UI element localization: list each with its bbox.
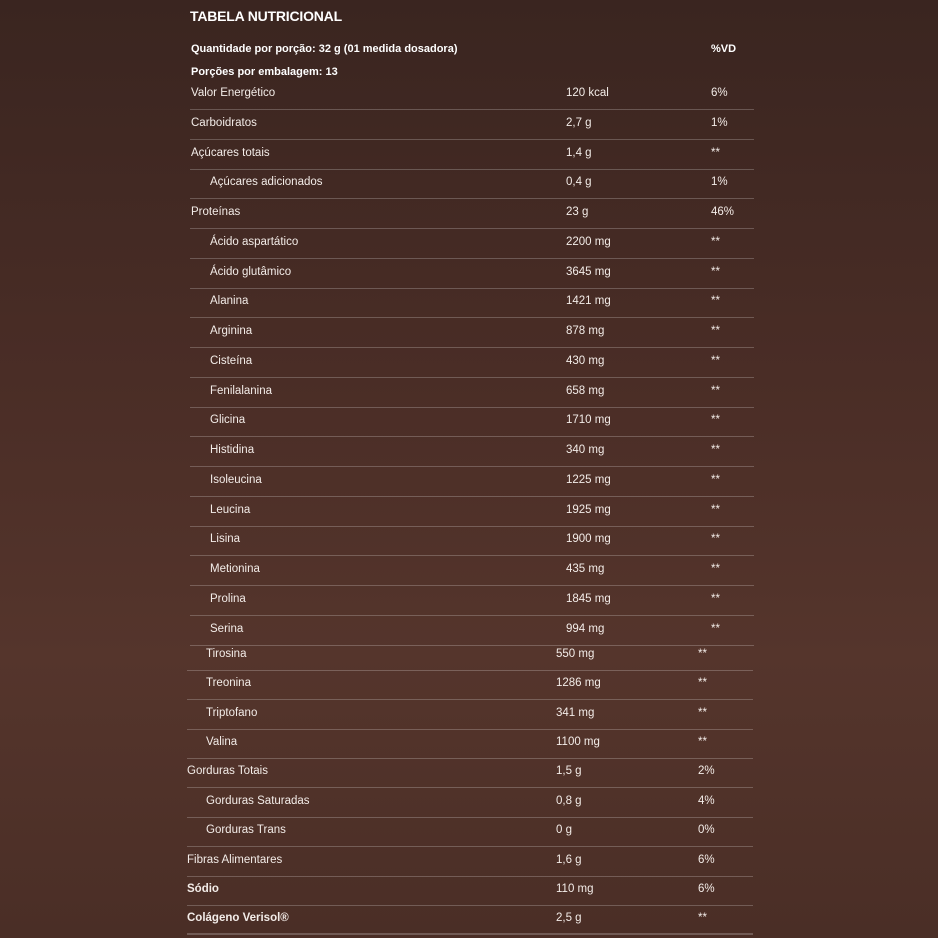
nutrient-amount: 110 mg xyxy=(556,883,594,895)
table-row xyxy=(190,555,754,586)
table-row xyxy=(190,585,754,616)
vd-header: %VD xyxy=(711,43,737,55)
nutrient-name: Proteínas xyxy=(191,206,241,218)
nutrient-amount: 0 g xyxy=(556,824,572,836)
table-row xyxy=(190,347,754,378)
nutrient-name: Triptofano xyxy=(206,707,258,719)
nutrient-vd: 1% xyxy=(711,176,728,188)
table-row xyxy=(187,757,753,788)
nutrient-amount: 435 mg xyxy=(566,563,605,575)
table-row xyxy=(187,728,753,759)
nutrient-amount: 23 g xyxy=(566,206,589,218)
nutrient-vd: ** xyxy=(711,414,720,426)
nutrient-name: Arginina xyxy=(210,325,253,337)
nutrient-vd: 6% xyxy=(698,854,715,866)
nutrient-name: Valina xyxy=(206,736,238,748)
nutrient-name: Açúcares totais xyxy=(191,147,270,159)
nutrient-name: Gorduras Saturadas xyxy=(206,795,310,807)
nutrient-amount: 1225 mg xyxy=(566,474,611,486)
nutrient-amount: 340 mg xyxy=(566,444,605,456)
table-row xyxy=(190,466,754,497)
table-row xyxy=(190,287,754,318)
nutrient-name: Fibras Alimentares xyxy=(187,854,283,866)
nutrient-amount: 1925 mg xyxy=(566,504,611,516)
nutrient-name: Carboidratos xyxy=(191,117,257,129)
nutrient-vd: ** xyxy=(711,295,720,307)
nutrient-amount: 0,8 g xyxy=(556,795,582,807)
table-row xyxy=(190,406,754,437)
nutrient-name: Colágeno Verisol® xyxy=(187,912,289,924)
nutrient-vd: 2% xyxy=(698,765,715,777)
nutrient-vd: ** xyxy=(711,444,720,456)
nutrient-name: Gorduras Totais xyxy=(187,765,268,777)
nutrient-vd: 6% xyxy=(711,87,728,99)
nutrient-vd: 46% xyxy=(711,206,735,218)
servings-per-package: Porções por embalagem: 13 xyxy=(191,66,338,78)
nutrient-vd: 6% xyxy=(698,883,715,895)
nutrient-amount: 430 mg xyxy=(566,355,605,367)
nutrient-name: Prolina xyxy=(210,593,246,605)
nutrient-amount: 550 mg xyxy=(556,648,595,660)
nutrient-amount: 878 mg xyxy=(566,325,605,337)
nutrient-vd: ** xyxy=(711,623,720,635)
nutrient-amount: 120 kcal xyxy=(566,87,609,99)
nutrient-vd: ** xyxy=(698,707,707,719)
nutrient-vd: ** xyxy=(711,504,720,516)
nutrient-vd: ** xyxy=(711,355,720,367)
table-row xyxy=(190,317,754,348)
table-row xyxy=(187,816,753,847)
nutrient-vd: 1% xyxy=(711,117,728,129)
nutrient-vd: 0% xyxy=(698,824,715,836)
table-row xyxy=(187,787,753,818)
nutrient-vd: ** xyxy=(698,912,707,924)
nutrient-vd: ** xyxy=(711,325,720,337)
nutrient-vd: ** xyxy=(698,677,707,689)
nutrient-vd: ** xyxy=(711,236,720,248)
nutrient-name: Sódio xyxy=(187,883,219,895)
nutrient-amount: 2200 mg xyxy=(566,236,611,248)
nutrient-vd: ** xyxy=(711,266,720,278)
nutrient-amount: 994 mg xyxy=(566,623,605,635)
table-row xyxy=(190,525,754,556)
nutrient-amount: 1,4 g xyxy=(566,147,592,159)
table-row xyxy=(190,258,754,289)
nutrient-vd: 4% xyxy=(698,795,715,807)
nutrient-amount: 1100 mg xyxy=(556,736,600,748)
table-row xyxy=(190,109,754,140)
nutrient-amount: 1286 mg xyxy=(556,677,601,689)
nutrient-amount: 3645 mg xyxy=(566,266,611,278)
nutrient-name: Tirosina xyxy=(206,648,247,660)
table-row xyxy=(190,377,754,408)
table-row xyxy=(187,640,753,671)
nutrient-amount: 658 mg xyxy=(566,385,605,397)
nutrient-name: Alanina xyxy=(210,295,249,307)
nutrient-vd: ** xyxy=(698,648,707,660)
nutrient-vd: ** xyxy=(711,474,720,486)
nutrient-name: Gorduras Trans xyxy=(206,824,286,836)
nutrient-name: Histidina xyxy=(210,444,255,456)
nutrient-name: Leucina xyxy=(210,504,251,516)
table-title: TABELA NUTRICIONAL xyxy=(190,8,342,24)
serving-size: Quantidade por porção: 32 g (01 medida dosadora) xyxy=(191,43,458,55)
nutrient-name: Açúcares adicionados xyxy=(210,176,323,188)
table-row xyxy=(190,139,754,170)
table-row xyxy=(190,198,754,229)
nutrient-amount: 1845 mg xyxy=(566,593,611,605)
nutrient-name: Valor Energético xyxy=(191,87,276,99)
nutrient-vd: ** xyxy=(698,736,707,748)
table-row xyxy=(190,436,754,467)
nutrient-vd: ** xyxy=(711,593,720,605)
table-row xyxy=(190,228,754,259)
nutrient-amount: 1,5 g xyxy=(556,765,582,777)
table-row xyxy=(187,669,753,700)
nutrient-amount: 341 mg xyxy=(556,707,595,719)
nutrient-name: Lisina xyxy=(210,533,241,545)
nutrient-amount: 0,4 g xyxy=(566,176,592,188)
nutrient-name: Ácido aspartático xyxy=(210,236,299,248)
nutrient-amount: 1710 mg xyxy=(566,414,611,426)
table-row xyxy=(187,904,753,935)
nutrient-name: Isoleucina xyxy=(210,474,262,486)
table-row xyxy=(190,79,754,110)
nutrient-amount: 1900 mg xyxy=(566,533,611,545)
nutrient-amount: 1,6 g xyxy=(556,854,582,866)
nutrient-name: Glicina xyxy=(210,414,246,426)
nutrient-vd: ** xyxy=(711,533,720,545)
nutrient-vd: ** xyxy=(711,563,720,575)
nutrient-name: Serina xyxy=(210,623,244,635)
nutrient-amount: 2,7 g xyxy=(566,117,592,129)
table-row xyxy=(187,846,753,877)
nutrient-vd: ** xyxy=(711,147,720,159)
table-row xyxy=(190,496,754,527)
nutrient-name: Cisteína xyxy=(210,355,253,367)
nutrient-name: Metionina xyxy=(210,563,260,575)
nutrient-name: Fenilalanina xyxy=(210,385,273,397)
table-bottom-divider xyxy=(187,933,753,934)
nutrient-amount: 1421 mg xyxy=(566,295,611,307)
table-row xyxy=(187,699,753,730)
table-row xyxy=(187,875,753,906)
table-row xyxy=(190,168,754,199)
nutrient-amount: 2,5 g xyxy=(556,912,582,924)
nutrient-name: Ácido glutâmico xyxy=(210,266,292,278)
nutrient-name: Treonina xyxy=(206,677,251,689)
nutrient-vd: ** xyxy=(711,385,720,397)
